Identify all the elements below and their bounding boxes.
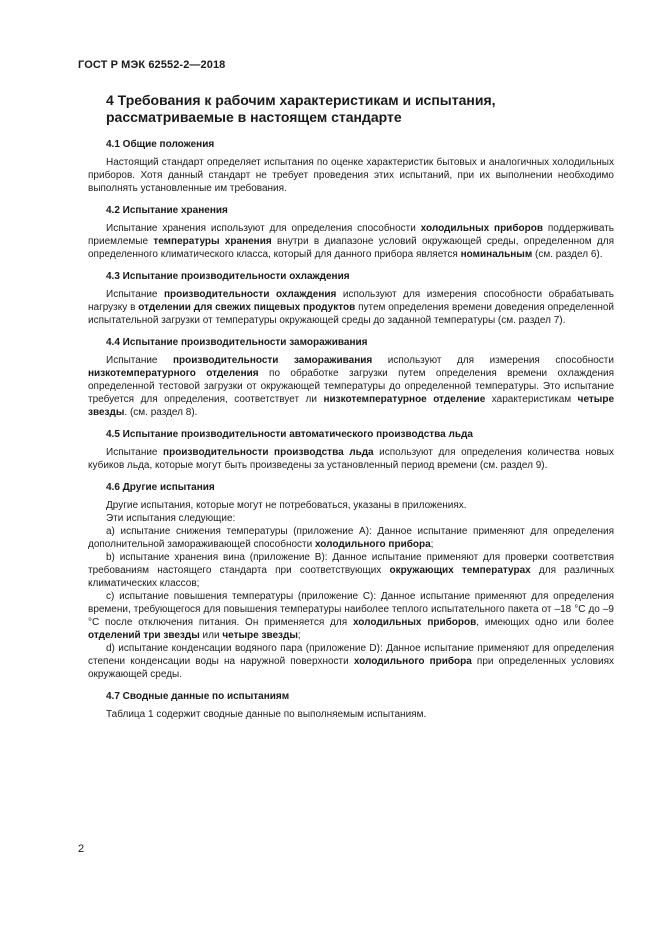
- term: производительности охлаждения: [164, 289, 337, 300]
- list-item-a: [88, 525, 614, 551]
- subsection-title: 4.1 Общие положения: [106, 139, 215, 150]
- section-title-line2: рассматриваемые в настоящем стандарте: [106, 109, 402, 125]
- text-run: или: [199, 630, 223, 641]
- subsection-4-7: [88, 690, 614, 721]
- term: температуры хранения: [153, 236, 272, 247]
- list-item-c: [88, 590, 614, 642]
- text-run: . (см. раздел 8).: [124, 407, 198, 418]
- text-run: c) испытание повышения температуры (приложение С): Данное испытание применяют для определения времени, требующегося для повышения температуры наиболее теплого испытательного пакета от –18 °C до –9 °C после отключения питания. Он применяется для: [88, 591, 614, 628]
- text-run: d) испытание конденсации водяного пара (приложение D): Данное испытание применяют для определения степени конденсации воды на наружной поверхности: [88, 643, 614, 667]
- subsection-4-1: [88, 138, 614, 195]
- paragraph: [88, 222, 614, 261]
- text-run: b) испытание хранения вина (приложение В): Данное испытание применяют для проверки соответствия требованиям настоящего стандарта при соответствующих: [88, 552, 614, 576]
- text-run: a) испытание снижения температуры (приложение А): Данное испытание применяют для определения дополнительной замораживающей способности: [88, 526, 614, 550]
- text-run: по обработке загрузки путем определения времени охлаждения определенной тестовой загрузки от окружающей температуры до определенной температуры. Это испытание требуется для определения, соответствует ли: [88, 368, 614, 405]
- term: номинальным: [460, 249, 533, 260]
- term: низкотемпературного отделения: [88, 368, 259, 379]
- text-run: путем определения времени доведения определенной испытательной загрузки от температуры окружающей среды до заданной температуры (см. раздел 7).: [88, 302, 614, 326]
- subsection-title: 4.7 Сводные данные по испытаниям: [106, 691, 290, 702]
- paragraph: Другие испытания, которые могут не потребоваться, указаны в приложениях.: [106, 500, 467, 511]
- list-item-b: [88, 551, 614, 590]
- subsection-4-5: [88, 428, 614, 472]
- term: производительности производства льда: [163, 447, 374, 458]
- paragraph: [88, 354, 614, 419]
- text-run: Испытание: [106, 355, 173, 366]
- page-number: 2: [78, 843, 85, 855]
- text-run: Испытание: [106, 447, 164, 458]
- text-run: Испытание: [106, 289, 165, 300]
- text-run: используют для измерения способности обрабатывать нагрузку в: [88, 289, 614, 313]
- section-title-line1: 4 Требования к рабочим характеристикам и испытания,: [106, 92, 496, 108]
- term: четыре звезды: [88, 394, 614, 418]
- text-run: внутри в диапазоне условий окружающей среды, определенном для определенного климатического класса, который для данного прибора является: [88, 236, 614, 260]
- term: холодильного прибора: [353, 656, 472, 667]
- subsection-title: 4.2 Испытание хранения: [106, 205, 228, 216]
- text-run: поддерживать приемлемые: [88, 223, 614, 247]
- subsection-4-3: [88, 270, 614, 327]
- term: холодильных приборов: [420, 223, 543, 234]
- text-run: ;: [297, 630, 301, 641]
- term: холодильного прибора: [314, 539, 431, 550]
- section-title: [106, 92, 614, 126]
- list-item-d: [88, 642, 614, 681]
- term: четыре звезды: [222, 630, 298, 641]
- text-run: используют для измерения способности: [372, 355, 614, 366]
- text-run: для различных климатических классов;: [88, 565, 614, 589]
- subsection-4-6: [88, 481, 614, 681]
- paragraph: Таблица 1 содержит сводные данные по выполняемым испытаниям.: [106, 709, 427, 720]
- term: низкотемпературное отделение: [323, 394, 486, 405]
- text-run: ;: [430, 539, 434, 550]
- text-run: при определенных условиях окружающей среды.: [88, 656, 614, 680]
- text-run: Испытание хранения используют для определения способности: [106, 223, 421, 234]
- standard-header: ГОСТ Р МЭК 62552-2—2018: [78, 59, 226, 71]
- term: отделении для свежих пищевых продуктов: [138, 302, 356, 313]
- subsection-4-2: [88, 204, 614, 261]
- term: холодильных приборов: [352, 617, 477, 628]
- paragraph: [88, 446, 614, 472]
- subsection-4-4: [88, 336, 614, 419]
- term: отделений три звезды: [88, 630, 200, 641]
- text-run: используют для определения количества новых кубиков льда, которые могут быть произведены за установленный период времени (см. раздел 9).: [88, 447, 614, 471]
- term: окружающих температурах: [389, 565, 531, 576]
- subsection-title: 4.5 Испытание производительности автоматического производства льда: [106, 429, 473, 440]
- paragraph: [88, 288, 614, 327]
- text-run: , имеющих одно или более: [476, 617, 614, 628]
- subsection-title: 4.4 Испытание производительности замораживания: [106, 337, 368, 348]
- term: производительности замораживания: [173, 355, 373, 366]
- paragraph: Настоящий стандарт определяет испытания по оценке характеристик бытовых и аналогичных холодильных приборов. Хотя данный стандарт не требует проведения этих испытаний, при их выполнении необходимо выполнять установленные им требования.: [88, 157, 614, 194]
- subsection-title: 4.3 Испытание производительности охлаждения: [106, 271, 350, 282]
- text-run: характеристикам: [485, 394, 578, 405]
- subsection-title: 4.6 Другие испытания: [106, 482, 215, 493]
- text-run: (см. раздел 6).: [532, 249, 603, 260]
- page-content: [88, 92, 614, 730]
- paragraph: Эти испытания следующие:: [106, 513, 236, 524]
